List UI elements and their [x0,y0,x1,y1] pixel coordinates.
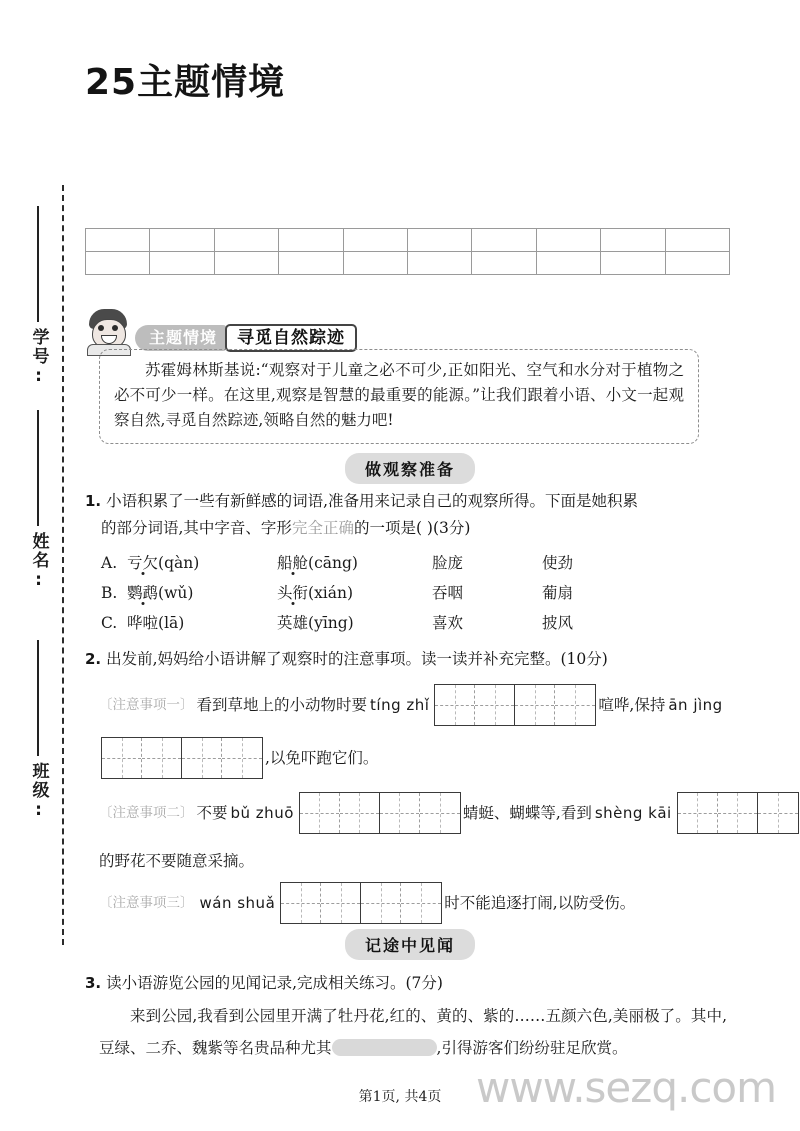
write-rule-line [37,640,39,756]
table-cell[interactable] [472,229,536,252]
section-title: 做观察准备 [345,453,475,484]
theme-banner [85,310,357,352]
table-cell[interactable] [665,229,729,252]
note-tag: 〔注意事项一〕 [99,697,194,713]
note-text: 蜻蜓、蝴蝶等,看到 [462,804,592,822]
question-1 [85,488,733,542]
redacted-blank [332,1039,437,1056]
question-text: 的一项是( )(3分) [353,519,471,537]
passage-text: ,引得游客们纷纷驻足欣赏。 [436,1039,628,1057]
option-word: 亏欠 [127,554,159,572]
question-text: 的部分词语,其中字音、字形 [101,519,292,537]
sidebar-field-label: 班级: [28,762,49,822]
student-info-sidebar [0,0,72,1131]
note-tag: 〔注意事项三〕 [99,895,194,911]
note-text: ,以免吓跑它们。 [265,749,379,767]
option-pinyin: (qàn) [158,554,200,572]
table-cell[interactable] [214,252,278,275]
option-pinyin: (wǔ) [158,584,194,602]
table-cell[interactable] [407,252,471,275]
table-cell[interactable] [665,252,729,275]
section-title: 记途中见闻 [345,929,475,960]
table-cell[interactable] [150,252,214,275]
note-item-2-continued [99,838,739,884]
note-text: 不要 [196,804,228,822]
note-item-1-continued [99,735,739,781]
page-footer: 第1页, 共4页 [358,1089,442,1105]
answer-grid[interactable] [101,737,263,779]
question-2 [85,646,733,673]
table-cell[interactable] [214,229,278,252]
page-title: 25主题情境 [85,62,286,103]
option-pinyin: (cāng) [308,554,358,572]
option-word: 哗啦 [127,614,159,632]
question-text: 读小语游览公园的见闻记录,完成相关练习。(7分) [106,974,443,992]
note-text: 看到草地上的小动物时要 [196,696,368,714]
option-word: 船舱 [277,554,309,572]
table-cell[interactable] [279,229,343,252]
theme-badge-title: 寻觅自然踪迹 [225,324,357,352]
question-text: 小语积累了一些有新鲜感的词语,准备用来记录自己的观察所得。下面是她积累 [106,492,639,510]
sidebar-field-label: 学号: [28,328,49,388]
note-text: 的野花不要随意采摘。 [99,852,255,870]
option-row-a[interactable] [101,548,721,578]
question-number: 2. [85,650,102,668]
question-3-passage [99,1000,727,1064]
option-letter: A. [101,554,118,572]
question-text: 出发前,妈妈给小语讲解了观察时的注意事项。读一读并补充完整。(10分) [106,650,608,668]
option-word: 脸庞 [432,554,464,572]
section-header-prepare [85,453,735,484]
note-pinyin: tíng zhǐ [370,696,430,714]
write-rule-line [37,410,39,526]
option-word: 喜欢 [432,614,464,632]
table-cell[interactable] [472,252,536,275]
site-watermark: www.sezq.com [476,1063,777,1112]
question-emphasis: 完全正确 [291,519,354,537]
table-cell[interactable] [86,229,150,252]
table-cell[interactable] [536,252,600,275]
answer-grid[interactable] [299,792,461,834]
table-row [86,252,730,275]
note-pinyin: ān jìng [668,696,723,714]
question-number: 3. [85,974,102,992]
note-pinyin: wán shuǎ [199,894,276,912]
note-tag: 〔注意事项二〕 [99,805,194,821]
passage-text: 来到公园,我看到公园里开满了牡丹花,红的、黄的、紫的……五颜六色,美丽极了。其中,豆绿、二乔、魏紫等名贵品种尤其 [99,1007,727,1057]
table-row [86,229,730,252]
option-word: 鹦鹉 [127,584,159,602]
option-pinyin: (lā) [158,614,185,632]
answer-grid[interactable] [434,684,596,726]
theme-quote-box [99,349,699,444]
seal-line-divider [62,185,64,945]
sidebar-field-student-id [18,206,58,388]
question-3 [85,970,733,997]
option-word: 吞咽 [432,584,464,602]
write-rule-line [37,206,39,322]
theme-quote-text: 苏霍姆林斯基说:“观察对于儿童之必不可少,正如阳光、空气和水分对于植物之必不可少一样。在这里,观察是智慧的最重要的能源。”让我们跟着小语、小文一起观察自然,寻觅自然踪迹,领略自然的魅力吧! [114,361,684,429]
option-pinyin: (yīng) [308,614,354,632]
note-pinyin: shèng kāi [594,804,672,822]
table-cell[interactable] [279,252,343,275]
theme-badge-label: 主题情境 [135,325,227,351]
sidebar-field-class [18,640,58,822]
score-table [85,228,730,275]
note-item-2 [99,790,739,836]
table-cell[interactable] [601,252,665,275]
option-word: 头衔 [277,584,309,602]
option-row-b[interactable] [101,578,721,608]
option-row-c[interactable] [101,608,721,638]
option-word: 使劲 [542,554,574,572]
table-cell[interactable] [86,252,150,275]
question-number: 1. [85,492,102,510]
table-cell[interactable] [343,229,407,252]
table-cell[interactable] [343,252,407,275]
section-header-journey [85,929,735,960]
question-1-options [101,548,721,638]
option-word: 披风 [542,614,574,632]
option-letter: C. [101,614,118,632]
option-word: 英雄 [277,614,309,632]
table-cell[interactable] [601,229,665,252]
note-text: 喧哗,保持 [598,696,666,714]
table-cell[interactable] [407,229,471,252]
answer-grid[interactable] [280,882,442,924]
table-cell[interactable] [150,229,214,252]
note-item-3 [99,880,739,926]
option-letter: B. [101,584,118,602]
student-mascot-icon [85,308,131,352]
sidebar-field-label: 姓名: [28,532,49,592]
sidebar-field-name [18,410,58,592]
option-pinyin: (xián) [308,584,354,602]
option-word: 葡扇 [542,584,574,602]
answer-grid[interactable] [677,792,799,834]
note-pinyin: bǔ zhuō [230,804,294,822]
table-cell[interactable] [536,229,600,252]
note-item-1 [99,682,739,728]
note-text: 时不能追逐打闹,以防受伤。 [444,894,636,912]
